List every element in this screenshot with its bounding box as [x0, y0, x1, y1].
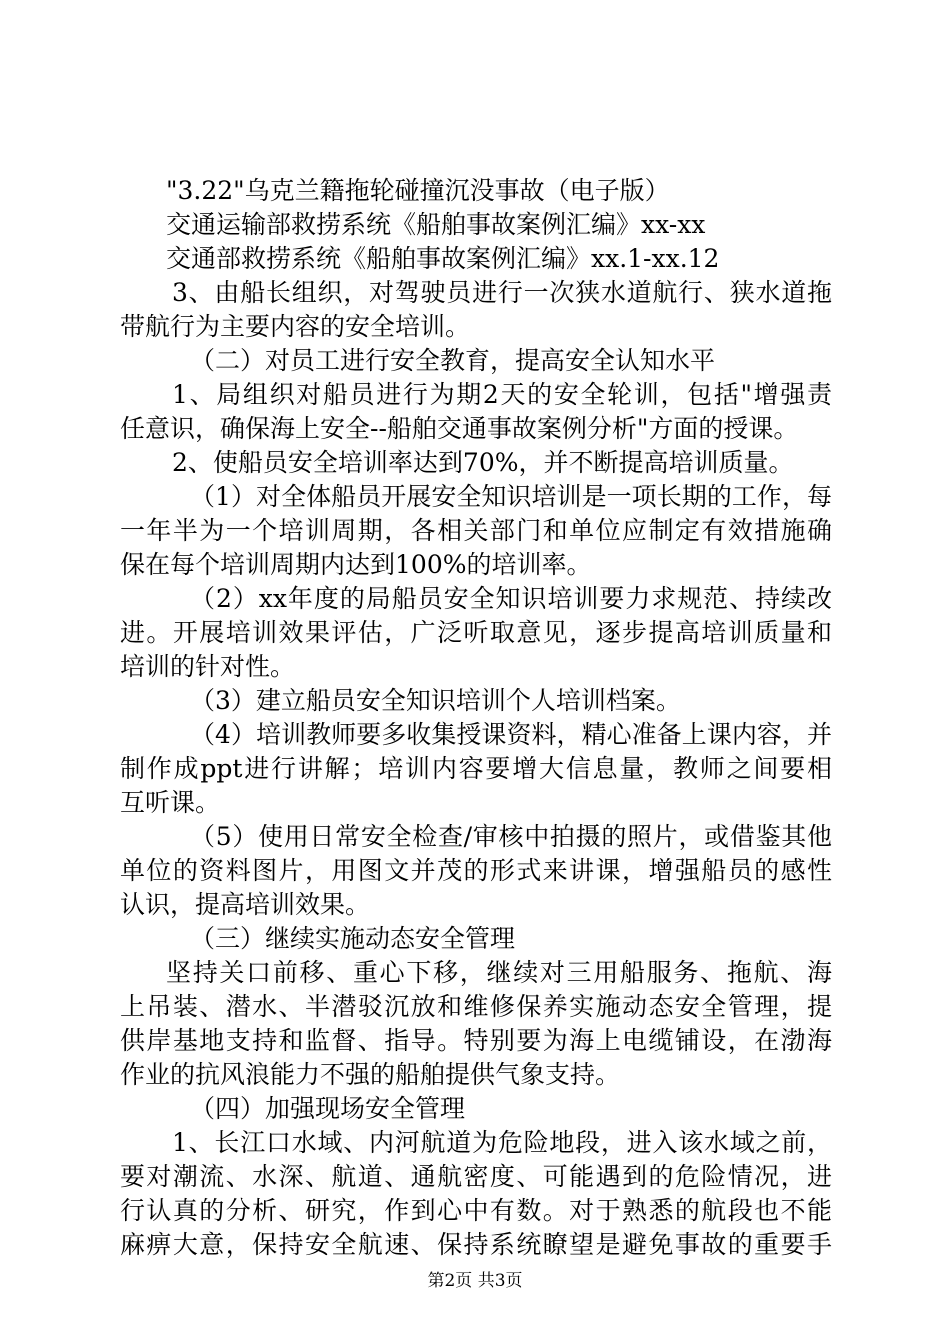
text-line: 行认真的分析、研究，作到心中有数。对于熟悉的航段也不能 — [120, 1196, 832, 1225]
text-line: （1）对全体船员开展安全知识培训是一项长期的工作，每 — [190, 482, 832, 511]
text-line: （2）xx年度的局船员安全知识培训要力求规范、持续改 — [190, 584, 832, 613]
text-line: 互听课。 — [120, 788, 221, 817]
text-line: 要对潮流、水深、航道、通航密度、可能遇到的危险情况，进 — [120, 1162, 832, 1191]
page-footer: 第2页 共3页 — [427, 1271, 523, 1291]
text-line: 1、局组织对船员进行为期2天的安全轮训，包括"增强责 — [172, 380, 832, 409]
section-heading: （三）继续实施动态安全管理 — [190, 924, 516, 953]
text-line: 带航行为主要内容的安全培训。 — [120, 312, 471, 341]
text-line: （5）使用日常安全检查/审核中拍摄的照片，或借鉴其他 — [190, 822, 832, 851]
document-body — [120, 174, 832, 1262]
text-line: （3）建立船员安全知识培训个人培训档案。 — [190, 686, 681, 715]
text-line: 任意识，确保海上安全--船舶交通事故案例分析"方面的授课。 — [120, 414, 799, 443]
text-line: "3.22"乌克兰籍拖轮碰撞沉没事故（电子版） — [166, 176, 670, 205]
text-line: 坚持关口前移、重心下移，继续对三用船服务、拖航、海 — [166, 958, 832, 987]
text-line: 1、长江口水域、内河航道为危险地段，进入该水域之前， — [172, 1128, 832, 1157]
text-line: 培训的针对性。 — [120, 652, 296, 681]
text-line: 上吊装、潜水、半潜驳沉放和维修保养实施动态安全管理，提 — [120, 992, 832, 1021]
text-line: 交通运输部救捞系统《船舶事故案例汇编》xx-xx — [166, 210, 706, 239]
text-line: 麻痹大意，保持安全航速、保持系统瞭望是避免事故的重要手 — [120, 1230, 832, 1259]
text-line: 制作成ppt进行讲解；培训内容要增大信息量，教师之间要相 — [120, 754, 832, 783]
text-line: （4）培训教师要多收集授课资料，精心准备上课内容，并 — [190, 720, 832, 749]
text-line: 一年半为一个培训周期，各相关部门和单位应制定有效措施确 — [120, 516, 832, 545]
section-heading: （四）加强现场安全管理 — [190, 1094, 466, 1123]
text-line: 交通部救捞系统《船舶事故案例汇编》xx.1-xx.12 — [166, 244, 720, 273]
text-line: 单位的资料图片，用图文并茂的形式来讲课，增强船员的感性 — [120, 856, 832, 885]
text-line: 3、由船长组织，对驾驶员进行一次狭水道航行、狭水道拖 — [172, 278, 832, 307]
text-line: 供岸基地支持和监督、指导。特别要为海上电缆铺设，在渤海 — [120, 1026, 832, 1055]
text-line: 作业的抗风浪能力不强的船舶提供气象支持。 — [120, 1060, 621, 1089]
text-line: 进。开展培训效果评估，广泛听取意见，逐步提高培训质量和 — [120, 618, 832, 647]
section-heading: （二）对员工进行安全教育，提高安全认知水平 — [190, 346, 716, 375]
text-line: 2、使船员安全培训率达到70%，并不断提高培训质量。 — [172, 448, 794, 477]
text-line: 认识，提高培训效果。 — [120, 890, 371, 919]
text-line: 保在每个培训周期内达到100%的培训率。 — [120, 550, 592, 579]
